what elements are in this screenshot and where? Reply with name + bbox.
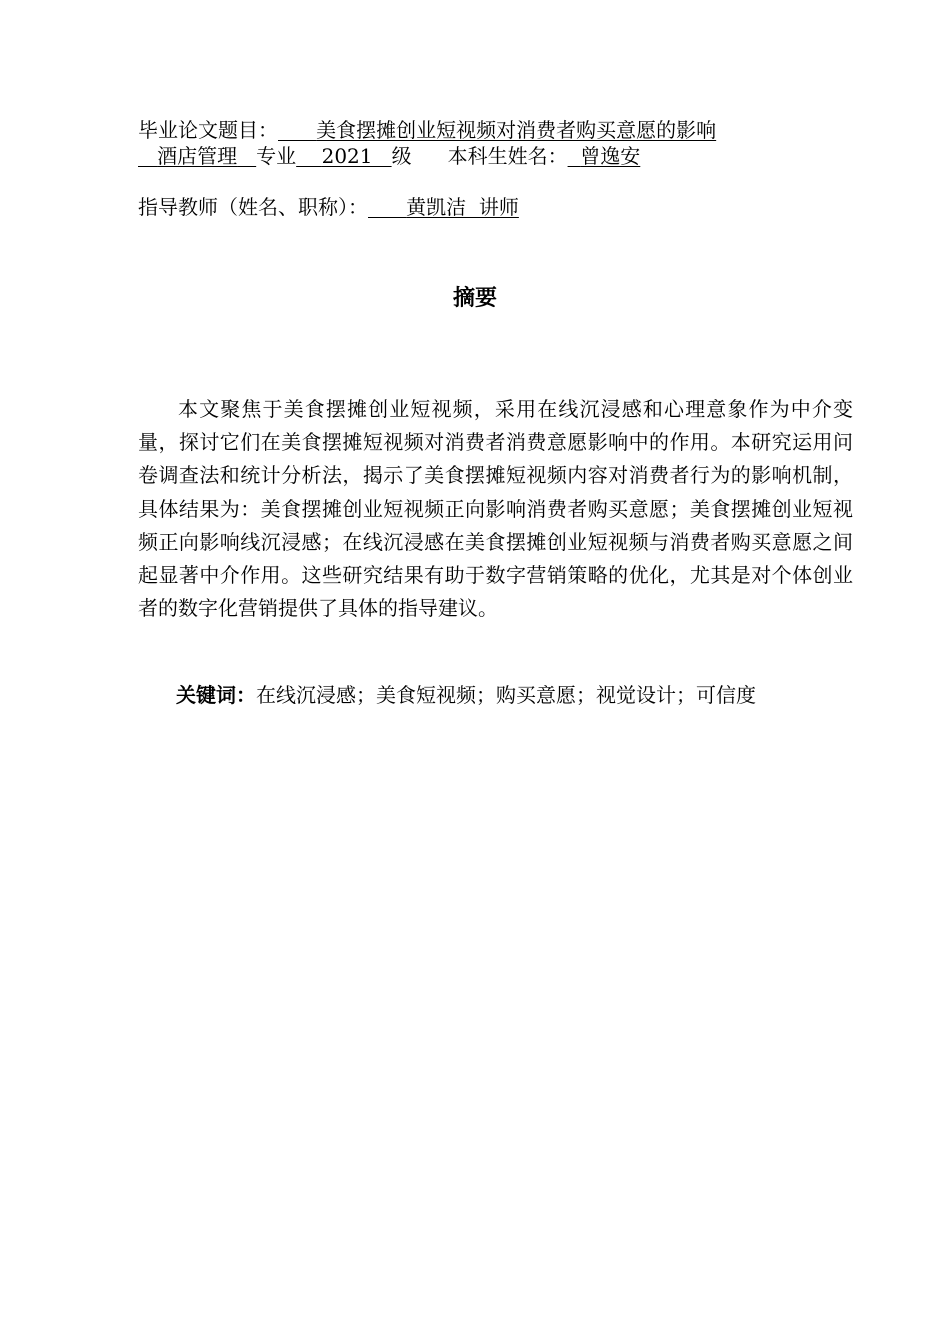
keywords-line	[176, 680, 756, 710]
advisor-label: 指导教师（姓名、职称）：	[138, 195, 368, 219]
advisor-value: 黄凯洁 讲师	[406, 195, 519, 219]
major-value: 酒店管理	[157, 144, 238, 168]
student-name-label: 本科生姓名：	[447, 144, 568, 168]
abstract-body: 本文聚焦于美食摆摊创业短视频，采用在线沉浸感和心理意象作为中介变量，探讨它们在美食摆摊短视频对消费者消费意愿影响中的作用。本研究运用问卷调查法和统计分析法，揭示了美食摆摊短视频内容对消费者行为的影响机制，具体结果为：美食摆摊创业短视频正向影响消费者购买意愿；美食摆摊创业短视频正向影响线沉浸感；在线沉浸感在美食摆摊创业短视频与消费者购买意愿之间起显著中介作用。这些研究结果有助于数字营销策略的优化，尤其是对个体创业者的数字化营销提供了具体的指导建议。	[138, 397, 853, 621]
thesis-title-label: 毕业论文题目：	[138, 118, 278, 142]
keywords-label: 关键词：	[176, 683, 256, 707]
advisor-line	[138, 193, 519, 221]
thesis-title-value: 美食摆摊创业短视频对消费者购买意愿的影响	[316, 118, 717, 142]
major-info-line	[138, 142, 640, 170]
major-label: 专业	[256, 144, 297, 168]
student-name-value: 曾逸安	[580, 144, 641, 168]
thesis-title-line	[138, 116, 716, 144]
keywords-value: 在线沉浸感；美食短视频；购买意愿；视觉设计；可信度	[256, 683, 756, 707]
abstract-heading: 摘要	[452, 286, 497, 311]
year-label: 级	[391, 144, 412, 168]
year-value: 2021	[321, 144, 373, 168]
